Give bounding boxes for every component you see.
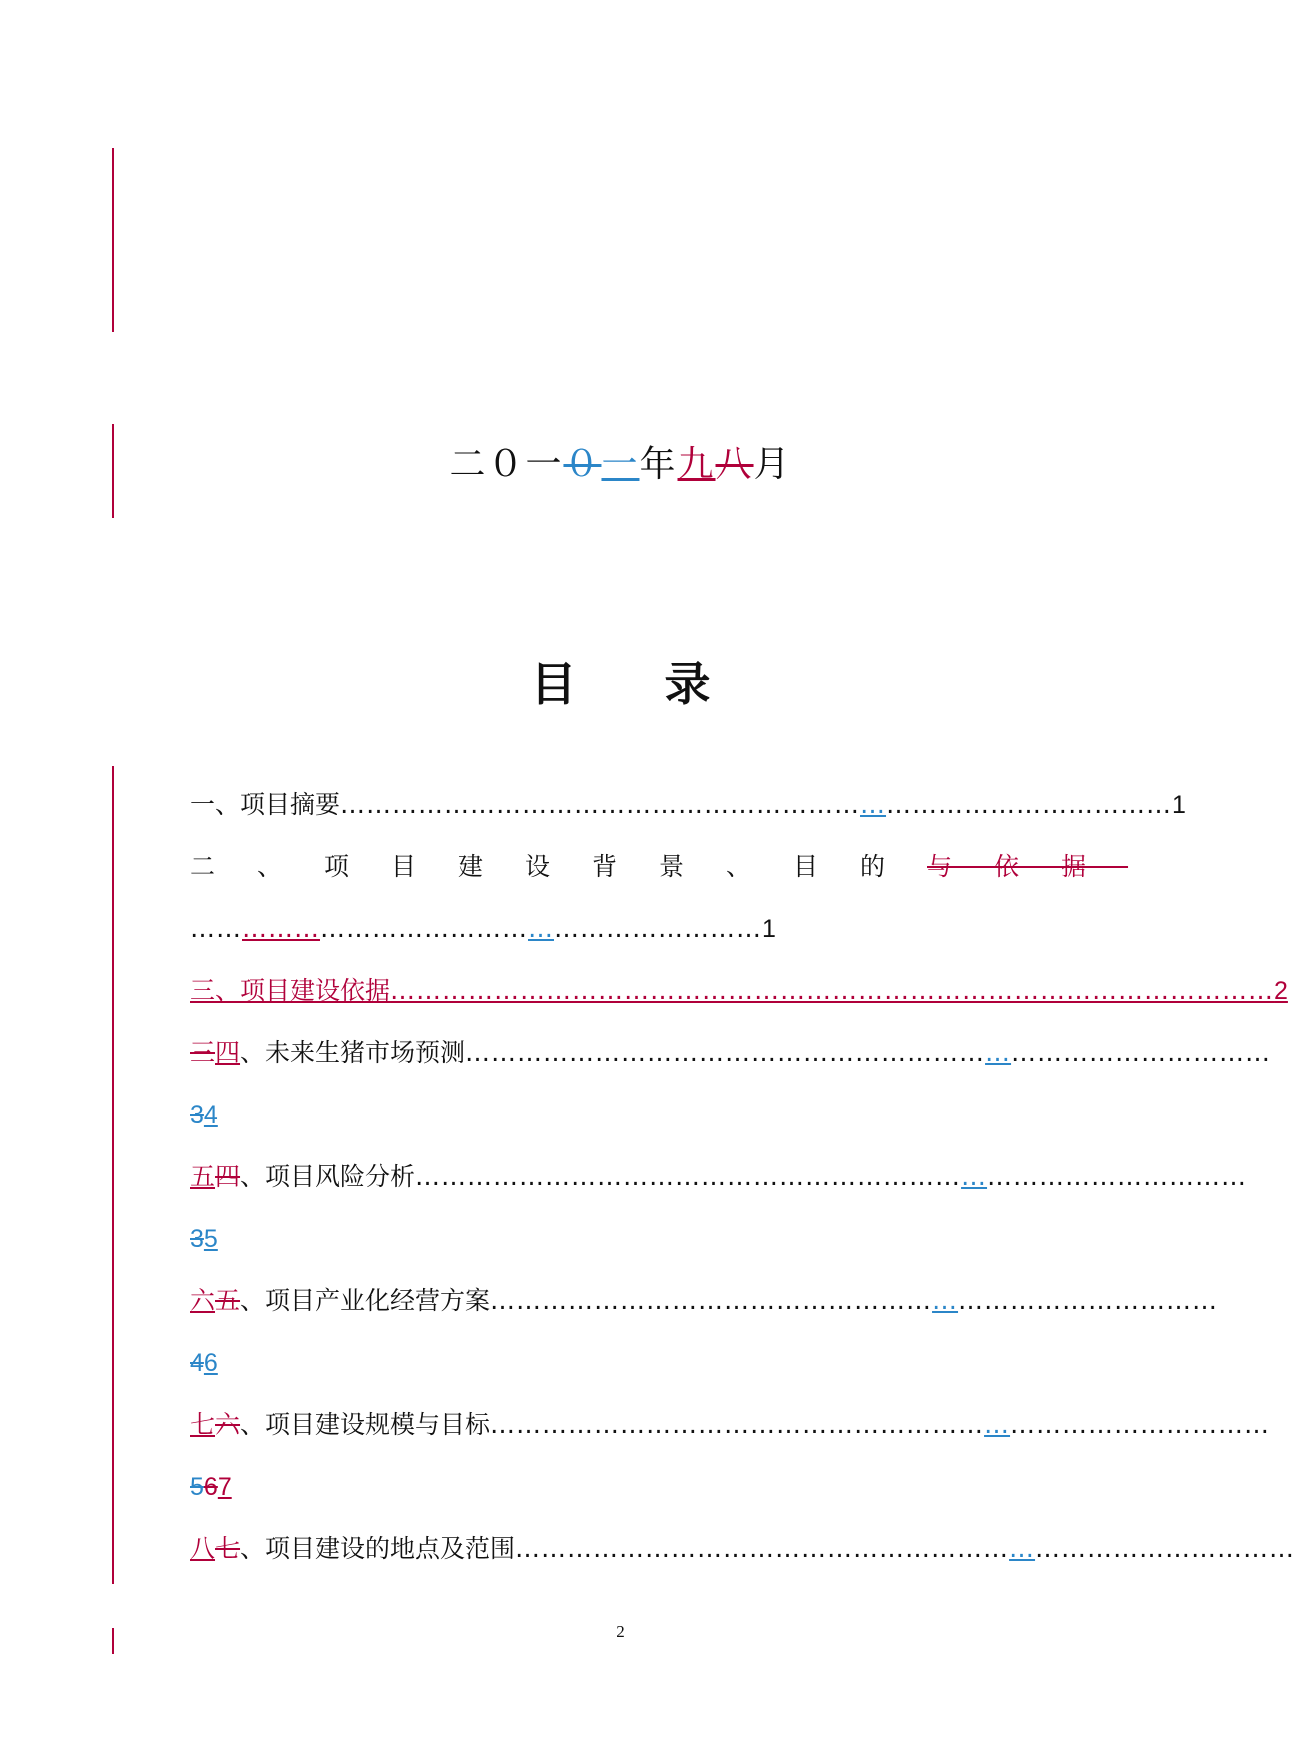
toc-number-inserted: 八 [190, 1534, 216, 1563]
toc-title-char: 目 [530, 657, 577, 711]
toc-page-deleted: 3 [190, 1225, 204, 1253]
toc-leader: …………………………………………………… [465, 1038, 986, 1067]
toc-number-deleted: 五 [215, 1286, 241, 1315]
toc-entry-deleted-text: 与依据 [927, 852, 1129, 881]
toc-number-deleted: 七 [215, 1534, 241, 1563]
toc-page-inserted: 7 [217, 1473, 232, 1501]
toc-leader: …………………………………………… [490, 1286, 933, 1315]
toc-page-deleted: 3 [190, 1101, 204, 1129]
toc-page-line [190, 1346, 1050, 1380]
toc-leader: ………………………………………………………………………………………… [390, 976, 1275, 1005]
toc-leader: ………………………… [987, 1162, 1248, 1191]
inserted-month: 九 [677, 444, 716, 485]
toc-entry[interactable] [190, 1036, 1272, 1070]
toc-entry-label: 三、项目建设依据 [190, 976, 391, 1005]
toc-leader: ………………………… [1035, 1534, 1295, 1563]
toc-number-deleted: 三 [190, 1038, 216, 1067]
toc-leader: …………………… [320, 914, 528, 943]
deleted-year-digit: ０ [563, 444, 602, 485]
toc-page-deleted: 4 [190, 1349, 204, 1377]
toc-leader: ………………………… [1011, 1038, 1272, 1067]
toc-title [0, 648, 1241, 714]
toc-entry-label: 、未来生猪市场预测 [240, 1038, 466, 1067]
toc-leader-inserted: … [1009, 1534, 1036, 1563]
toc-page-number: 1 [762, 915, 776, 943]
toc-entry[interactable] [190, 1408, 1271, 1442]
toc-entry[interactable] [190, 1532, 1295, 1566]
toc-leader: …………………………… [886, 790, 1173, 819]
toc-page-line [190, 1222, 1050, 1256]
toc-leader: ………………………………………………… [490, 1410, 985, 1439]
toc-entry-label: 二、项目建设背景、目的 [190, 852, 928, 881]
toc-page-number: 2 [1274, 977, 1288, 1005]
toc-entry-label: 一、项目摘要 [190, 790, 341, 819]
toc-number-inserted: 四 [215, 1038, 241, 1067]
toc-entry[interactable] [190, 1160, 1248, 1194]
toc-page-inserted: 5 [203, 1225, 218, 1253]
toc-number-inserted: 六 [190, 1286, 216, 1315]
toc-leader-inserted: … [984, 1410, 1011, 1439]
toc-number-deleted: 四 [215, 1162, 241, 1191]
toc-leader: ……………………………………………………… [415, 1162, 962, 1191]
toc-leader-inserted: … [528, 914, 554, 943]
toc-leader-inserted: … [860, 790, 887, 819]
toc-entry-label: 、项目风险分析 [240, 1162, 416, 1191]
date-prefix: 二０一 [449, 444, 564, 485]
inserted-year-digit: 一 [601, 444, 640, 485]
toc-title-char: 录 [664, 657, 711, 711]
toc-number-deleted: 六 [215, 1410, 241, 1439]
toc-entry-continuation[interactable] [190, 912, 1050, 946]
toc-leader: …… [190, 914, 242, 943]
toc-leader-inserted: … [961, 1162, 988, 1191]
change-bar [112, 766, 114, 1584]
toc-entry[interactable] [190, 850, 1129, 884]
toc-leader-inserted: … [985, 1038, 1012, 1067]
toc-page-inserted: 4 [203, 1101, 218, 1129]
page-number: 2 [616, 1622, 625, 1641]
change-bar [112, 148, 114, 332]
year-char: 年 [639, 444, 678, 485]
toc-entry-label: 、项目建设的地点及范围 [240, 1534, 516, 1563]
deleted-month: 八 [715, 444, 754, 485]
toc-leader: ………………………… [958, 1286, 1219, 1315]
toc-leader-inserted: ……… [242, 914, 320, 943]
toc-entry-label: 、项目建设规模与目标 [240, 1410, 491, 1439]
toc-page-deleted: 5 [190, 1473, 204, 1501]
toc-leader: …………………… [554, 914, 762, 943]
toc-entry-inserted[interactable] [190, 974, 1288, 1008]
toc-entry[interactable] [190, 1284, 1219, 1318]
toc-page-inserted: 6 [203, 1349, 218, 1377]
toc-page-line [190, 1470, 1050, 1504]
toc-entry[interactable] [190, 788, 1186, 822]
toc-leader: ………………………………………………… [515, 1534, 1010, 1563]
toc-leader: …………………………………………………… [340, 790, 861, 819]
toc-page-number: 1 [1172, 791, 1186, 819]
toc-entry-label: 、项目产业化经营方案 [240, 1286, 491, 1315]
toc-page-deleted: 6 [203, 1473, 218, 1501]
month-char: 月 [753, 444, 792, 485]
toc-number-inserted: 五 [190, 1162, 216, 1191]
toc-number-inserted: 七 [190, 1410, 216, 1439]
toc-leader: ………………………… [1010, 1410, 1271, 1439]
toc-page-line [190, 1098, 1050, 1132]
date-line [0, 436, 1241, 487]
toc-leader-inserted: … [932, 1286, 959, 1315]
